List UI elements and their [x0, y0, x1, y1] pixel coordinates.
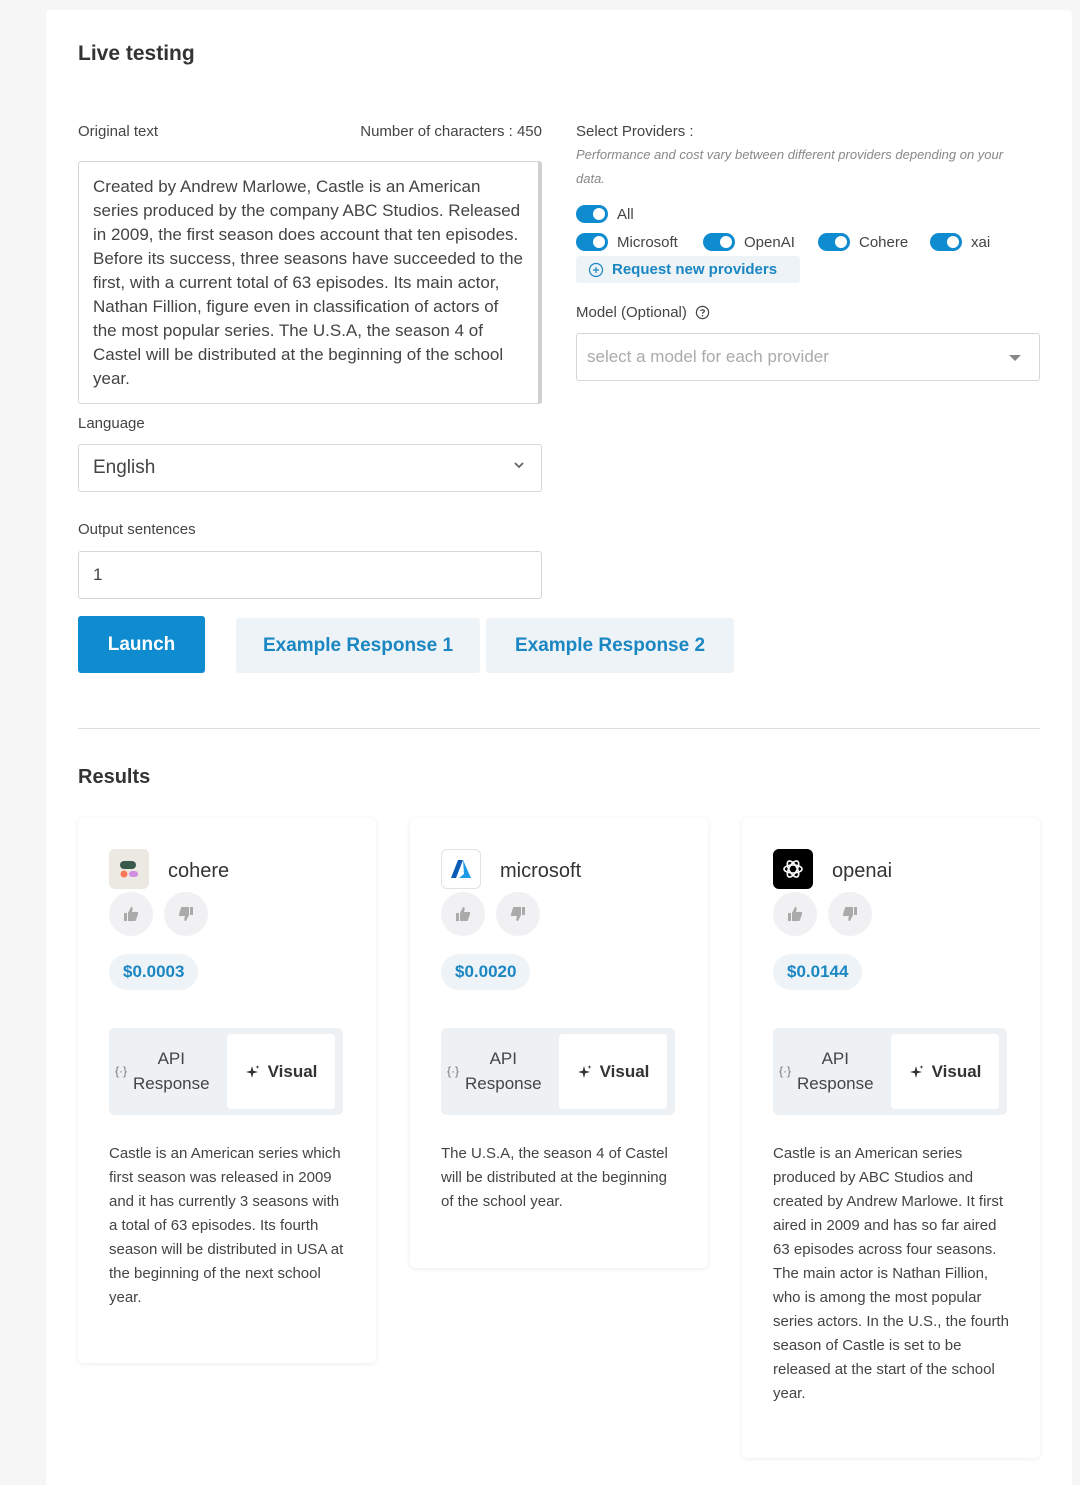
thumbs-down-button[interactable]	[164, 892, 208, 936]
toggle-switch[interactable]	[576, 233, 608, 251]
example-response-1-button[interactable]: Example Response 1	[236, 618, 480, 673]
api-response-tab[interactable]	[447, 1046, 542, 1096]
provider-name: cohere	[168, 860, 230, 882]
thumbs-down-icon	[510, 906, 526, 922]
request-new-providers-label: Request new providers	[612, 261, 778, 278]
api-label-line2: Response	[133, 1074, 210, 1093]
provider-label: Microsoft	[617, 233, 678, 251]
provider-name: microsoft	[500, 860, 582, 882]
visual-tab[interactable]	[559, 1034, 667, 1109]
select-providers-label: Select Providers :	[576, 123, 694, 140]
provider-label: Cohere	[859, 233, 909, 251]
visual-tab[interactable]	[891, 1034, 999, 1109]
thumbs-down-button[interactable]	[496, 892, 540, 936]
api-response-tab[interactable]	[115, 1046, 210, 1096]
api-response-label	[797, 1046, 874, 1096]
original-text-label: Original text	[78, 123, 159, 140]
api-label-line2: Response	[465, 1074, 542, 1093]
price-badge: $0.0003	[109, 954, 198, 990]
page-title: Live testing	[78, 42, 195, 65]
launch-button[interactable]: Launch	[78, 616, 205, 673]
toggle-switch[interactable]	[703, 233, 735, 251]
toggle-switch[interactable]	[930, 233, 962, 251]
provider-toggle-cohere[interactable]	[818, 233, 908, 251]
api-label-line1: API	[157, 1049, 185, 1068]
view-toggle	[773, 1028, 1007, 1115]
character-count: Number of characters : 450	[360, 123, 542, 140]
caret-down-icon	[1009, 355, 1021, 361]
provider-toggle-all[interactable]	[576, 205, 634, 223]
api-response-label	[133, 1046, 210, 1096]
thumbs-up-icon	[787, 906, 803, 922]
model-label-row	[576, 304, 710, 321]
price-badge: $0.0020	[441, 954, 530, 990]
thumbs-up-icon	[123, 906, 139, 922]
visual-label: Visual	[931, 1061, 982, 1081]
thumbs-up-button[interactable]	[441, 892, 485, 936]
thumbs-up-button[interactable]	[773, 892, 817, 936]
visual-tab[interactable]	[227, 1034, 335, 1109]
sparkle-icon	[245, 1064, 261, 1080]
thumbs-up-icon	[455, 906, 471, 922]
model-label: Model (Optional)	[576, 304, 687, 321]
example-response-2-button[interactable]: Example Response 2	[486, 618, 734, 673]
provider-toggle-xai[interactable]	[930, 233, 990, 251]
visual-label: Visual	[267, 1061, 318, 1081]
provider-all-label: All	[617, 205, 634, 223]
code-braces-icon: {·}	[115, 1064, 128, 1078]
api-response-label	[465, 1046, 542, 1096]
model-select[interactable]	[576, 333, 1040, 381]
providers-note: Performance and cost vary between different providers depending on your data.	[576, 147, 1004, 186]
provider-name: openai	[832, 860, 893, 882]
api-label-line2: Response	[797, 1074, 874, 1093]
visual-label: Visual	[599, 1061, 650, 1081]
cohere-logo-icon	[109, 849, 149, 889]
toggle-switch[interactable]	[818, 233, 850, 251]
language-select[interactable]	[78, 444, 542, 492]
result-text: The U.S.A, the season 4 of Castel will be distributed at the beginning of the school year.	[441, 1145, 668, 1210]
output-sentences-input[interactable]: 1	[78, 551, 542, 599]
model-placeholder: select a model for each provider	[587, 347, 829, 366]
thumbs-down-icon	[178, 906, 194, 922]
provider-toggle-openai[interactable]	[703, 233, 795, 251]
results-title: Results	[78, 766, 151, 788]
code-braces-icon: {·}	[447, 1064, 460, 1078]
sparkle-icon	[909, 1064, 925, 1080]
result-text: Castle is an American series produced by ABC Studios and created by Andrew Marlowe. It first aired in 2009 and has so far aired 63 episodes across four seasons. The main actor is Nathan Fillion, who is among the most popular series actors. In the U.S., the fourth season of Castle is set to be released at the start of the school year.	[773, 1145, 1009, 1402]
provider-toggle-microsoft[interactable]	[576, 233, 678, 251]
result-text: Castle is an American series which first season was released in 2009 and it has currently 3 seasons with a total of 63 episodes. Its fourth season will be distributed in USA at the beginning of the next school year.	[109, 1145, 344, 1306]
thumbs-down-icon	[842, 906, 858, 922]
live-testing-panel	[46, 10, 1072, 1485]
price-badge: $0.0144	[773, 954, 862, 990]
result-card-cohere	[78, 818, 376, 1363]
thumbs-up-button[interactable]	[109, 892, 153, 936]
result-card-microsoft	[410, 818, 708, 1268]
original-text-input[interactable]: Created by Andrew Marlowe, Castle is an American series produced by the company ABC Studios. Released in 2009, the first season does account that ten episodes. Before its success, three seasons have succeeded to the first, with a current total of 63 episodes. Its main actor, Nathan Fillion, figure even in classification of actors of the most popular series. The U.S.A, the season 4 of Castel will be distributed at the beginning of the school year.	[78, 161, 542, 404]
api-label-line1: API	[821, 1049, 849, 1068]
divider	[78, 728, 1040, 729]
view-toggle	[441, 1028, 675, 1115]
help-icon[interactable]	[695, 305, 710, 320]
language-value: English	[93, 457, 156, 478]
provider-label: xai	[971, 233, 991, 251]
api-label-line1: API	[489, 1049, 517, 1068]
plus-circle-icon	[588, 262, 604, 278]
request-new-providers-button[interactable]	[576, 256, 800, 283]
language-label: Language	[78, 415, 145, 432]
toggle-switch[interactable]	[576, 205, 608, 223]
thumbs-down-button[interactable]	[828, 892, 872, 936]
output-sentences-label: Output sentences	[78, 521, 196, 538]
api-response-tab[interactable]	[779, 1046, 874, 1096]
openai-logo-icon	[773, 849, 813, 889]
azure-logo-icon	[441, 849, 481, 889]
result-card-openai	[742, 818, 1040, 1458]
view-toggle	[109, 1028, 343, 1115]
provider-label: OpenAI	[744, 233, 795, 251]
chevron-down-icon	[513, 459, 525, 471]
sparkle-icon	[577, 1064, 593, 1080]
code-braces-icon: {·}	[779, 1064, 792, 1078]
